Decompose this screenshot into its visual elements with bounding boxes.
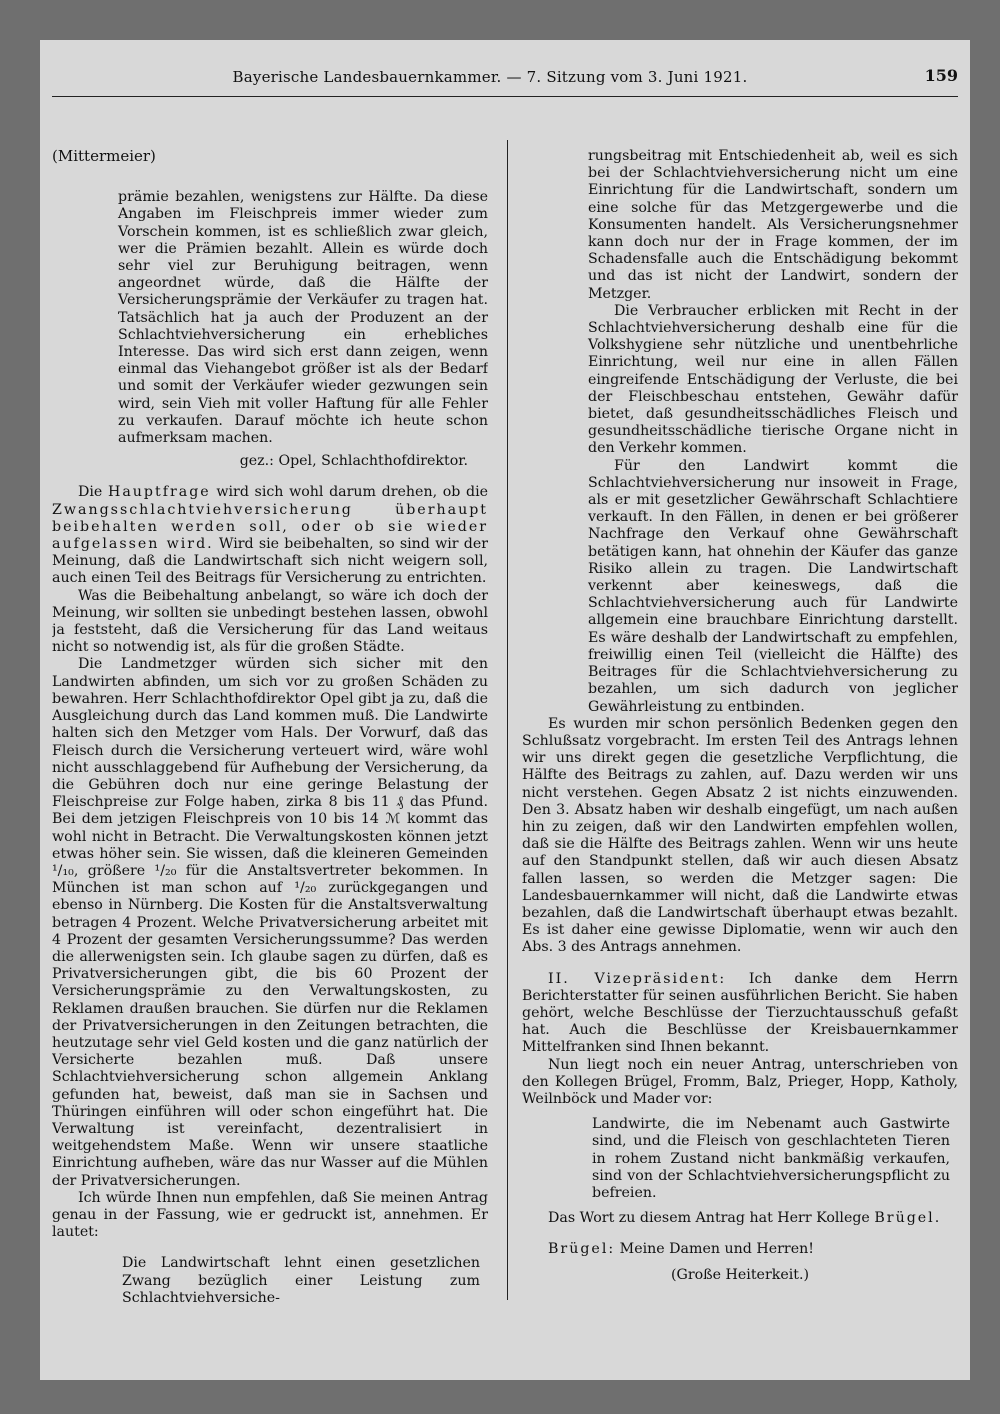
paragraph: Nun liegt noch ein neuer Antrag, unterschrieben von den Kollegen Brügel, Fromm, Balz, Prieger, Hopp, Katholy, Weilnböck und Mader vor:	[522, 1056, 958, 1107]
letter-paragraph: prämie bezahlen, wenigstens zur Hälfte. Da diese Angaben im Fleischpreis immer wieder zum Vorschein kommen, ist es schließlich zwar gleich, wer die Prämien bezahlt. Allein es würde doch sehr viel zur Beruhigung beitragen, wenn angeordnet würde, daß die Hälfte der Versicherungsprämie der Verkäufer zu tragen hat. Tatsächlich hat ja auch der Produzent an der Schlachtviehversicherung ein erhebliches Interesse. Das wird sich erst dann zeigen, wenn einmal das Viehangebot größer ist als der Bedarf und somit der Verkäufer wieder gezwungen sein wird, sein Vieh mit voller Haftung für alle Fehler zu verkaufen. Darauf möchte ich heute schon aufmerksam machen.	[118, 189, 488, 447]
letter-block	[52, 189, 488, 470]
text-run: Meine Damen und Herren!	[619, 1241, 814, 1258]
motion-quote	[52, 1255, 488, 1307]
quote-text: Für den Landwirt kommt die Schlachtviehversicherung nur insoweit in Frage, als er mit gesetzlicher Gewährschaft Schlachtiere verkauft. In den Fällen, in denen er bei größerer Nachfrage den Verkauf ohne Gewährschaft betätigen kann, hat ohnehin der Käufer das ganze Risiko allein zu tragen. Die Landwirtschaft verkennt aber keineswegs, daß die Schlachtviehversicherung auch für Landwirte allgemein eine brauchbare Einrichtung darstellt. Es wäre deshalb der Landwirtschaft zu empfehlen, freiwillig einen Teil (vielleicht die Hälfte) des Beitrages für die Schlachtviehversicherung zu bezahlen, um sich dadurch von jeglicher Gewährleistung zu entbinden.	[588, 457, 958, 715]
laughter-note: (Große Heiterkeit.)	[670, 1266, 810, 1283]
running-header: Bayerische Landesbauernkammer. — 7. Sitzung vom 3. Juni 1921.	[232, 68, 748, 86]
page-number: 159	[924, 66, 958, 85]
text-run: Ich danke dem Herrn Berichterstatter für seinen ausführlichen Bericht. Sie haben gehört, welche Beschlüsse der Tierzuchtausschuß gefaßt hat. Auch die Beschlüsse der Kreisbauernkammer Mittelfranken sind Ihnen bekannt.	[522, 970, 958, 1056]
header-rule	[52, 96, 958, 97]
text-run: Wird sie beibehalten, so sind wir der Meinung, daß die Landwirtschaft sich nicht weigern soll, auch einen Teil des Beitrags für Versicherung zu entrichten.	[52, 536, 488, 587]
quote-text: rungsbeitrag mit Entschiedenheit ab, weil es sich bei der Schlachtviehversicherung nicht um eine Einrichtung für die Landwirtschaft, sondern um eine solche für das Metzgergewerbe und die Konsumenten handelt. Als Versicherungsnehmer kann doch nur der in Frage kommen, der im Schadensfalle auch die Entschädigung bekommt und das ist nicht der Landwirt, sondern der Metzger.	[588, 148, 958, 302]
text-run: Das Wort zu diesem Antrag hat Herr Kollege	[548, 1210, 870, 1227]
spacer	[522, 1227, 958, 1241]
emphasis-run: Zwangsschlachtviehversicherung überhaupt beibehalten werden soll, oder ob sie wieder aufgelassen wird.	[52, 501, 488, 553]
speaker-name: Brügel:	[548, 1241, 616, 1258]
paragraph-vice-president	[522, 971, 958, 1057]
speaker-name: II. Vizepräsident:	[548, 970, 727, 987]
paragraph	[522, 1210, 958, 1227]
speaker-label: (Mittermeier)	[52, 148, 156, 165]
motion-continuation	[522, 148, 958, 716]
paragraph: Die Landmetzger würden sich sicher mit den Landwirten abfinden, um sich vor zu großen Schäden zu bewahren. Herr Schlachthofdirektor Opel gibt ja zu, daß die Ausgleichung durch das Land kommen muß. Die Landwirte halten sich den Metzger vom Hals. Der Vorwurf, daß das Fleisch durch die Versicherung verteuert wird, wäre wohl nicht ausschlaggebend für Aufhebung der Versicherung, da die Gebühren doch nur eine geringe Belastung der Fleischpreise zur Folge haben, zirka 8 bis 11 ₰ das Pfund. Bei dem jetzigen Fleischpreis von 10 bis 14 ℳ kommt das wohl nicht in Betracht. Die Verwaltungskosten können jetzt etwas höher sein. Sie wissen, daß die kleineren Gemeinden ¹/₁₀, größere ¹/₂₀ für die Anstaltsvertreter bekommen. In München ist man schon auf ¹/₂₀ zurückgegangen und ebenso in Nürnberg. Die Kosten für die Anstaltsverwaltung betragen 4 Prozent. Welche Privatversicherung arbeitet mit 4 Prozent der gesamten Versicherungssumme? Das werden die allerwenigsten sein. Ich glaube sagen zu dürfen, daß es Privatversicherungen gibt, die bis 60 Prozent der Versicherungsprämie zu den Verwaltungskosten, zu Reklamen draußen brauchen. Sie dürfen nur die Reklamen der Privatversicherungen in den Zeitungen betrachten, die heutzutage sehr viel Geld kosten und die ganz natürlich der Versicherte bezahlen muß. Daß unsere Schlachtviehversicherung schon allgemein Anklang gefunden hat, beweist, daß man sie in Sachsen und Thüringen einführen will oder schon eingeführt hat. Die Verwaltung ist vereinfacht, dezentralisiert in weitgehendstem Maße. Wenn wir unsere staatliche Einrichtung aufheben, wäre das nur Wasser auf die Mühlen der Privatversicherungen.	[52, 656, 488, 1189]
paragraph-bruegel	[522, 1241, 958, 1258]
quote-text: Die Landwirtschaft lehnt einen gesetzlichen Zwang bezüglich einer Leistung zum Schlachtviehversiche-	[122, 1255, 480, 1306]
emphasis-run: Hauptfrage	[107, 484, 211, 501]
text-run: Die	[78, 484, 103, 501]
quote-text: Die Verbraucher erblicken mit Recht in der Schlachtviehversicherung deshalb eine für die Volkshygiene sehr nützliche und unentbehrliche Einrichtung, weil nur eine in allen Fällen eingreifende Entschädigung der Verluste, die bei der Fleischbeschau entstehen, Gewähr dafür bietet, daß gesundheitsschädliches Fleisch und gesundheitsschädliche tierische Organe nicht in den Verkehr kommen.	[588, 302, 958, 457]
quote-text: Landwirte, die im Nebenamt auch Gastwirte sind, und die Fleisch von geschlachteten Tieren in rohem Zustand nicht bankmäßig verkaufen, sind von der Schlachtviehversicherungspflicht zu befreien.	[592, 1116, 950, 1201]
signature: gez.: Opel, Schlachthofdirektor.	[239, 453, 468, 470]
left-column	[52, 148, 488, 1308]
spacer	[52, 1241, 488, 1255]
paragraph-main-question	[52, 484, 488, 587]
motion-quote	[522, 1116, 958, 1202]
speaker-name: Brügel.	[874, 1210, 942, 1227]
paragraph: Was die Beibehaltung anbelangt, so wäre ich doch der Meinung, wir sollten sie unbedingt bestehen lassen, obwohl ja feststeht, daß die Versicherung für das Land weitaus nicht so notwendig ist, als für die großen Städte.	[52, 587, 488, 656]
paragraph: Ich würde Ihnen nun empfehlen, daß Sie meinen Antrag genau in der Fassung, wie er gedruckt ist, annehmen. Er lautet:	[52, 1189, 488, 1241]
text-run: wird sich wohl darum drehen, ob die	[216, 484, 488, 501]
spacer	[522, 1202, 958, 1210]
right-column	[522, 148, 958, 1308]
paragraph: Es wurden mir schon persönlich Bedenken gegen den Schlußsatz vorgebracht. Im ersten Teil des Antrags lehnen wir uns direkt gegen die gesetzliche Verpflichtung, die Hälfte des Beitrags zu zahlen, auf. Dazu werden wir uns nicht verstehen. Gegen Absatz 2 ist nichts einzuwenden. Den 3. Absatz haben wir deshalb eingefügt, um nach außen hin zu zeigen, daß wir den Landwirten empfehlen wollen, daß sie die Hälfte des Beitrags zahlen. Wenn wir uns heute auf den Standpunkt stellen, daß wir auch diesen Absatz fallen lassen, so werden die Metzger sagen: Die Landesbauernkammer will nicht, daß die Landwirte etwas bezahlen, daß die Landwirtschaft überhaupt etwas bezahlt. Es ist daher eine gewisse Diplomatie, wenn wir auch den Abs. 3 des Antrags annehmen.	[522, 715, 958, 956]
spacer	[522, 957, 958, 971]
spacer	[522, 1108, 958, 1116]
spacer	[522, 1259, 958, 1267]
column-divider	[507, 140, 508, 1300]
